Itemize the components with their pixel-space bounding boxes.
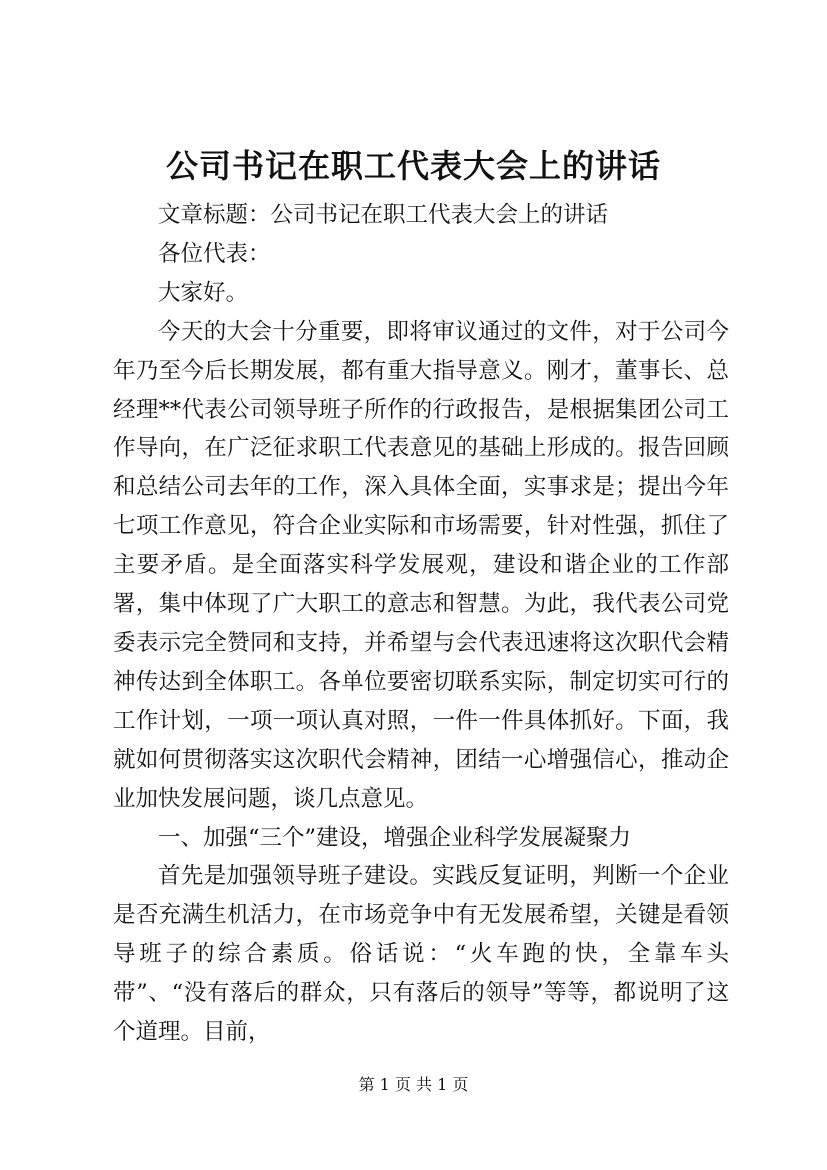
salutation: 各位代表： [158,240,271,267]
body-paragraph: 今天的大会十分重要，即将审议通过的文件，对于公司今年乃至今后长期发展，都有重大指导意义。刚才，董事长、总经理**代表公司领导班子所作的行政报告，是根据集团公司工作导向，在广泛征求职工代表意见的基础上形成的。报告回顾和总结公司去年的工作，深入具体全面，实事求是；提出今年七项工作意见，符合企业实际和市场需要，针对性强，抓住了主要矛盾。是全面落实科学发展观，建设和谐企业的工作部署，集中体现了广大职工的意志和智慧。为此，我代表公司党委表示完全赞同和支持，并希望与会代表迅速将这次职代会精神传达到全体职工。各单位要密切联系实际，制定切实可行的工作计划，一项一项认真对照，一件一件具体抓好。下面，我就如何贯彻落实这次职代会精神，团结一心增强信心，推动企业加快发展问题，谈几点意见。 [113,318,729,812]
body-paragraph: 首先是加强领导班子建设。实践反复证明，判断一个企业是否充满生机活力，在市场竞争中有无发展希望，关键是看领导班子的综合素质。俗话说：“火车跑的快，全靠车头带”、“没有落后的群众，只有落后的领导”等等，都说明了这个道理。目前， [113,863,729,1046]
document-title: 公司书记在职工代表大会上的讲话 [165,147,661,185]
greeting: 大家好。 [158,279,249,306]
document-body [113,196,729,1052]
article-title-line: 文章标题：公司书记在职工代表大会上的讲话 [158,202,609,228]
section-heading: 一、加强“三个”建设，增强企业科学发展凝聚力 [158,824,632,851]
page-footer: 第 1 页 共 1 页 [358,1075,469,1094]
